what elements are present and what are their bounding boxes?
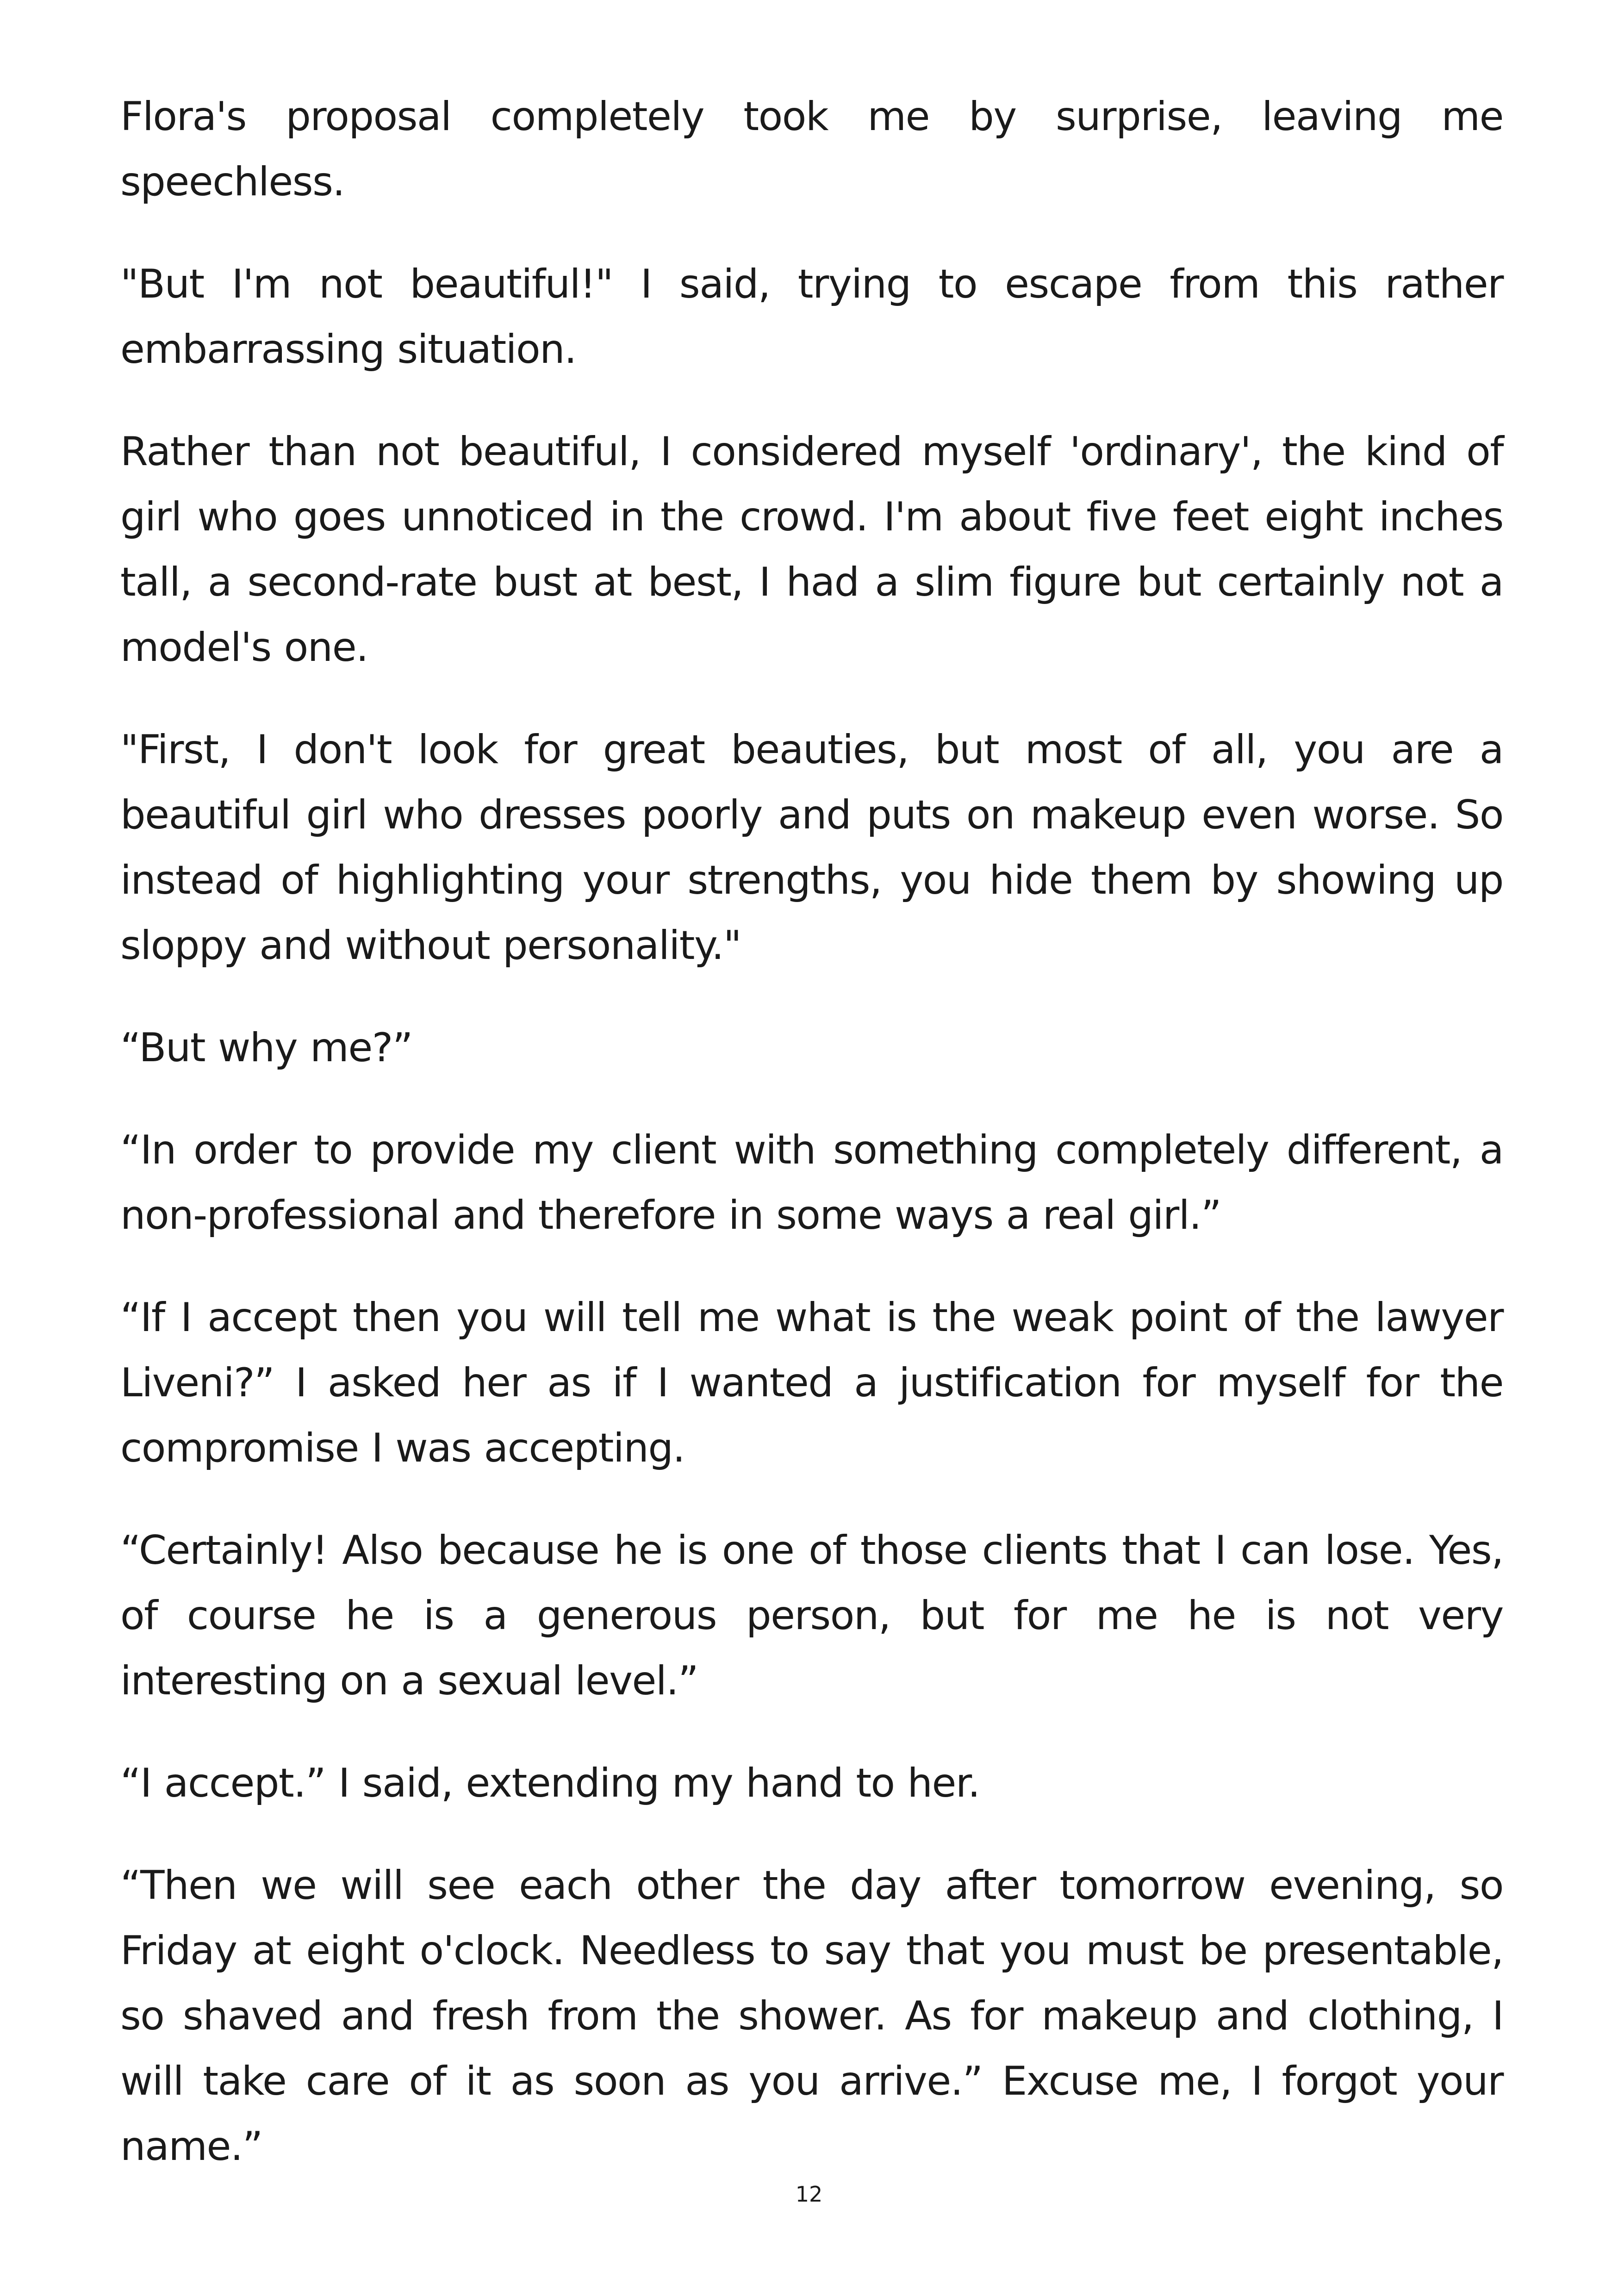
- page-number: 12: [795, 2182, 823, 2207]
- paragraph: "First, I don't look for great beauties, but most of all, you are a beautiful girl who dresses poorly and puts on makeup even worse. So instead of highlighting your strengths, you hide them by showing up sloppy and without personality.": [120, 727, 1503, 969]
- paragraph: “If I accept then you will tell me what is the weak point of the lawyer Liveni?” I asked her as if I wanted a justification for myself for the compromise I was accepting.: [120, 1294, 1503, 1471]
- paragraph: “But why me?”: [120, 1025, 412, 1071]
- paragraph: "But I'm not beautiful!" I said, trying to escape from this rather embarrassing situation.: [120, 261, 1503, 373]
- paragraph: “Certainly! Also because he is one of those clients that I can lose. Yes, of course he is a generous person, but for me he is not very interesting on a sexual level.”: [120, 1527, 1503, 1704]
- body-text: [120, 84, 1503, 2216]
- paragraph: Rather than not beautiful, I considered myself 'ordinary', the kind of girl who goes unnoticed in the crowd. I'm about five feet eight inches tall, a second-rate bust at best, I had a slim figure but certainly not a model's one.: [120, 429, 1503, 671]
- paragraph: Flora's proposal completely took me by surprise, leaving me speechless.: [120, 93, 1503, 205]
- paragraph: “I accept.” I said, extending my hand to her.: [120, 1760, 980, 1806]
- paragraph: “Then we will see each other the day after tomorrow evening, so Friday at eight o'clock. Needless to say that you must be presentable, so shaved and fresh from the shower. As for makeup and clothing, I will take care of it as soon as you arrive.” Excuse me, I forgot your name.”: [120, 1862, 1503, 2170]
- paragraph: “In order to provide my client with something completely different, a non-professional and therefore in some ways a real girl.”: [120, 1127, 1503, 1238]
